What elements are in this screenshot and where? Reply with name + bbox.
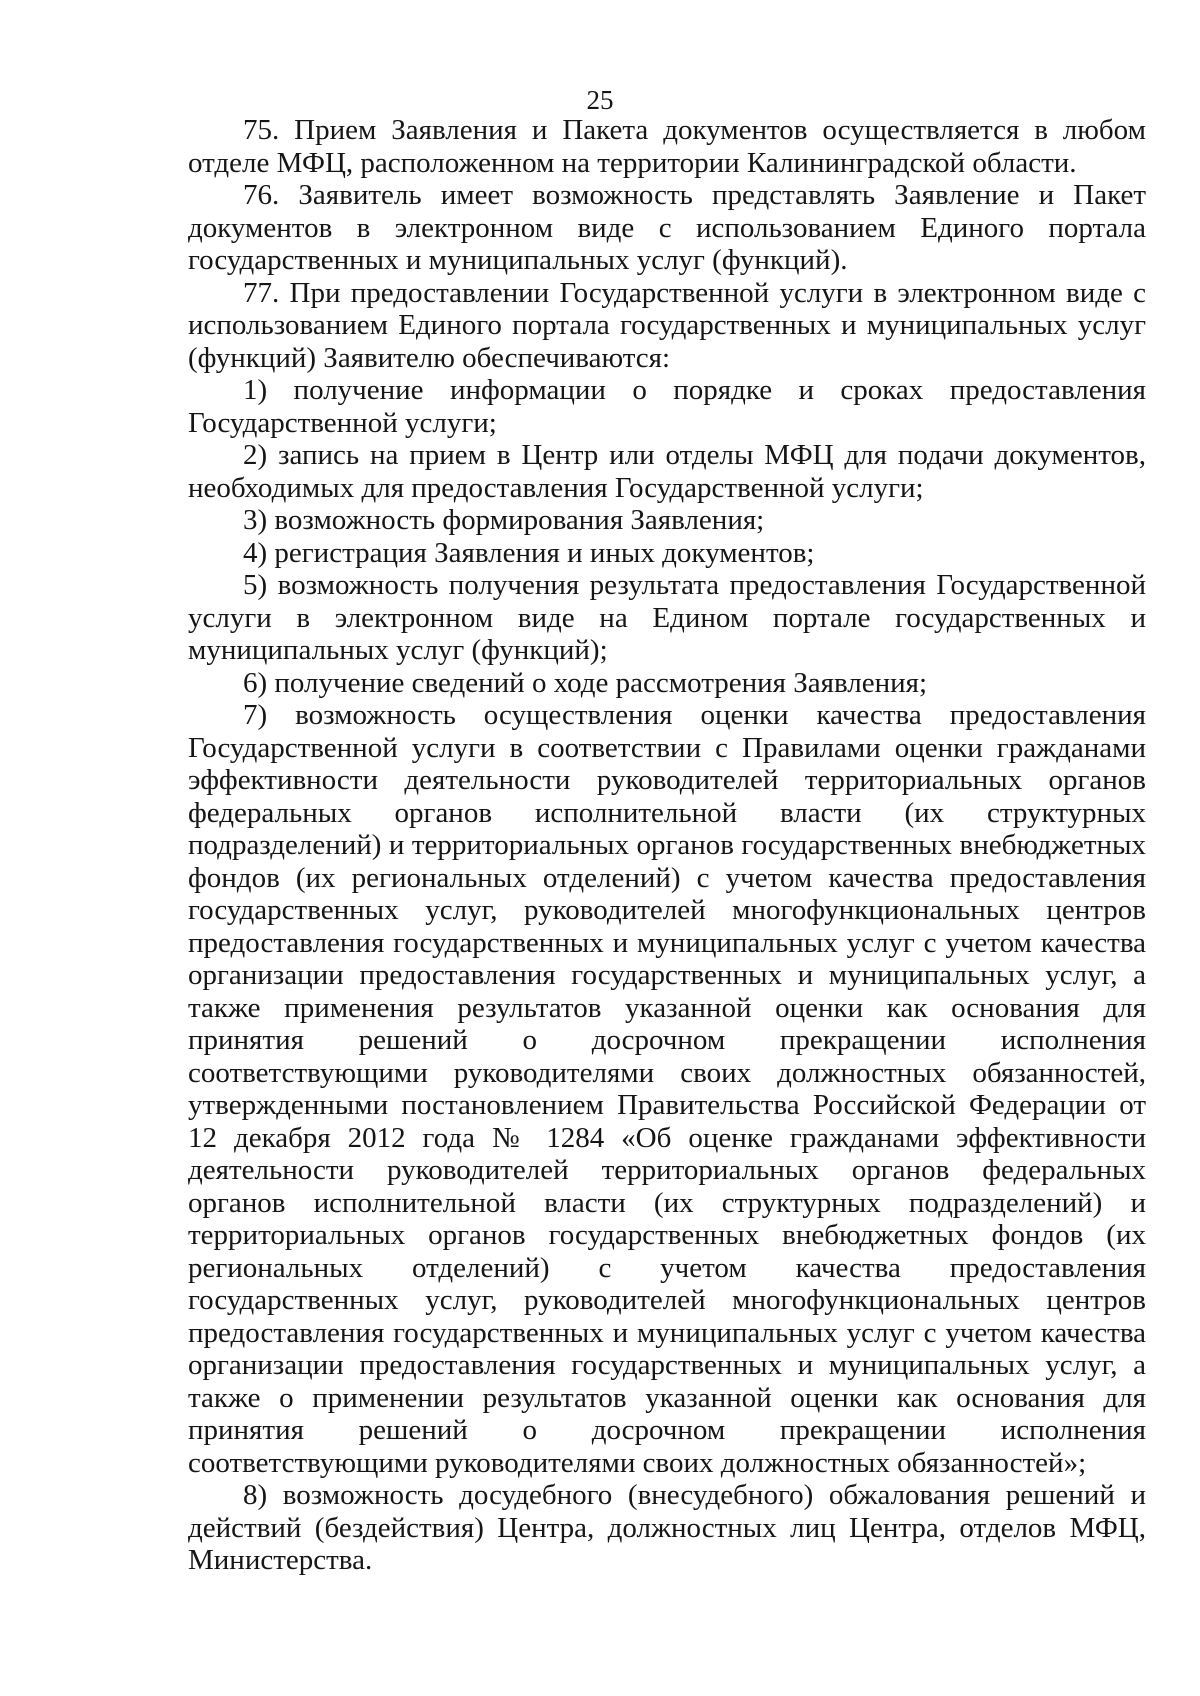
- list-item-1: 1) получение информации о порядке и сроках предоставления Государственной услуги;: [188, 374, 1146, 439]
- list-item-7: 7) возможность осуществления оценки качества предоставления Государственной услуги в соответствии с Правилами оценки гражданами эффективности деятельности руководителей территориальных органов федеральных органов исполнительной власти (их структурных подразделений) и территориальных органов государственных внебюджетных фондов (их региональных отделений) с учетом качества предоставления государственных услуг, руководителей многофункциональных центров предоставления государственных и муниципальных услуг с учетом качества организации предоставления государственных и муниципальных услуг, а также применения результатов указанной оценки как основания для принятия решений о досрочном прекращении исполнения соответствующими руководителями своих должностных обязанностей, утвержденными постановлением Правительства Российской Федерации от 12 декабря 2012 года № 1284 «Об оценке гражданами эффективности деятельности руководителей территориальных органов федеральных органов исполнительной власти (их структурных подразделений) и территориальных органов государственных внебюджетных фондов (их региональных отделений) с учетом качества предоставления государственных услуг, руководителей многофункциональных центров предоставления государственных и муниципальных услуг с учетом качества организации предоставления государственных и муниципальных услуг, а также о применении результатов указанной оценки как основания для принятия решений о досрочном прекращении исполнения соответствующими руководителями своих должностных обязанностей»;: [188, 699, 1146, 1479]
- list-item-8: 8) возможность досудебного (внесудебного) обжалования решений и действий (бездействия) Центра, должностных лиц Центра, отделов МФЦ, Министерства.: [188, 1479, 1146, 1576]
- list-item-5: 5) возможность получения результата предоставления Государственной услуги в электронном виде на Едином портале государственных и муниципальных услуг (функций);: [188, 569, 1146, 666]
- paragraph-76: 76. Заявитель имеет возможность представлять Заявление и Пакет документов в электронном виде с использованием Единого портала государственных и муниципальных услуг (функций).: [188, 179, 1146, 276]
- paragraph-77: 77. При предоставлении Государственной услуги в электронном виде с использованием Единого портала государственных и муниципальных услуг (функций) Заявителю обеспечиваются:: [188, 276, 1146, 374]
- list-item-2: 2) запись на прием в Центр или отделы МФЦ для подачи документов, необходимых для предоставления Государственной услуги;: [188, 439, 1146, 504]
- paragraph-75: 75. Прием Заявления и Пакета документов осуществляется в любом отделе МФЦ, расположенном на территории Калининградской области.: [188, 114, 1146, 179]
- list-item-3: 3) возможность формирования Заявления;: [243, 504, 765, 536]
- document-body: [188, 114, 1146, 1577]
- page-number: 25: [586, 85, 614, 115]
- list-item-4: 4) регистрация Заявления и иных документов;: [243, 536, 815, 569]
- list-item-6: 6) получение сведений о ходе рассмотрения Заявления;: [243, 666, 928, 699]
